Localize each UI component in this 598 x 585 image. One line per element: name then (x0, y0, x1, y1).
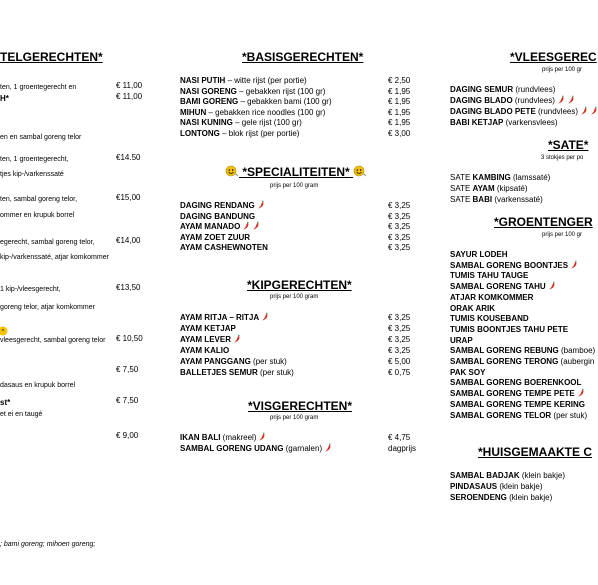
item-name: TUMIS KOUSEBAND (450, 314, 529, 324)
vis-sub: prijs per 100 gram (270, 415, 319, 421)
left-item-text: st* (0, 398, 11, 407)
item-name: PINDASAUS (450, 482, 498, 491)
left-item-text: egerecht, sambal goreng telor, (0, 239, 95, 246)
specialiteit-item (180, 242, 268, 253)
chili-icon (233, 334, 241, 346)
item-name: DAGING BLADO PETE (450, 107, 536, 117)
item-name: NASI PUTIH (180, 76, 226, 85)
vis-item-price: dagprijs (388, 444, 417, 453)
item-name: AYAM ZOET ZUUR (180, 232, 251, 242)
left-item-price: € 7,50 (116, 365, 139, 374)
item-description: – gele rijst (100 gr) (232, 118, 302, 127)
groente-heading: *GROENTENGER (494, 215, 593, 229)
groente-item (450, 281, 556, 292)
item-description: – gebakken rice noodles (100 gr) (206, 107, 326, 117)
sate-prefix: SATE (450, 173, 473, 182)
kip-item-price: € 3,25 (388, 324, 411, 333)
basis-item-price: € 1,95 (388, 97, 411, 106)
chili-icon (590, 106, 598, 118)
item-description: (makreel) (220, 433, 257, 443)
item-name: DAGING SEMUR (450, 85, 514, 94)
kip-item-price: € 5,00 (388, 357, 411, 366)
item-name: BABI (472, 195, 493, 204)
chili-icon (580, 106, 588, 118)
item-name: AYAM RITJA – RITJA (180, 313, 260, 323)
item-description: – gebakken bami (100 gr) (238, 97, 332, 106)
groente-item (450, 270, 528, 281)
kip-item (180, 367, 294, 378)
item-name: AYAM CASHEWNOTEN (180, 243, 268, 252)
kip-item-price: € 3,25 (388, 346, 411, 355)
item-name: AYAM (472, 184, 495, 193)
left-item-price: € 9,00 (116, 431, 139, 440)
vlees-heading: *VLEESGEREC (510, 50, 597, 64)
item-description: – blok rijst (per portie) (219, 128, 300, 138)
item-name: AYAM PANGGANG (180, 357, 251, 366)
kip-sub: prijs per 100 gram (270, 294, 319, 300)
kip-item-price: € 3,25 (388, 313, 411, 322)
left-item-price: € 11,00 (116, 81, 143, 90)
groente-item (450, 335, 473, 346)
left-item-text: ten, sambal goreng telor, (0, 196, 78, 203)
item-name: SAMBAL GORENG BOONTJES (450, 260, 569, 270)
heading-star: * (98, 50, 103, 64)
vlees-sub: prijs per 100 gr (542, 67, 583, 73)
item-name: DAGING BANDUNG (180, 211, 256, 221)
basis-item-price: € 1,95 (388, 118, 411, 127)
chili-icon (261, 312, 269, 324)
kip-item (180, 356, 287, 367)
left-item-text: ten, 1 groentegerecht en (0, 84, 77, 91)
vlees-item (450, 117, 558, 128)
left-item-text: dasaus en krupuk borrel (0, 382, 76, 389)
kip-heading: *KIPGERECHTEN* (247, 278, 352, 292)
item-description: (varkenssaté) (492, 195, 543, 204)
left-item-price: € 10,50 (116, 334, 143, 343)
left-item-price: € 7,50 (116, 396, 139, 405)
item-name: AYAM KALIO (180, 346, 230, 355)
item-description: (klein bakje) (506, 493, 553, 502)
specialiteit-item (180, 200, 265, 211)
item-name: BALLETJES SEMUR (180, 368, 258, 377)
left-item-text: tjes kip-/varkenssaté (0, 171, 64, 178)
item-name: SAMBAL GORENG TEMPE KERING (450, 399, 585, 409)
groente-item (450, 377, 581, 388)
item-name: AYAM MANADO (180, 222, 241, 232)
specialiteiten-heading: *SPECIALITEITEN* (242, 165, 350, 179)
vlees-item (450, 106, 598, 117)
basis-item (180, 96, 332, 107)
chili-icon (252, 221, 260, 233)
left-item-text: en en sambal goreng telor (0, 134, 82, 141)
basis-item (180, 117, 302, 128)
smiley-icon (225, 165, 239, 180)
vis-heading: *VISGERECHTEN* (248, 399, 353, 413)
item-description: (klein bakje) (519, 471, 565, 480)
sate-item (450, 194, 543, 205)
item-description: (per stuk) (257, 368, 294, 377)
left-item-price: €15,00 (116, 193, 141, 202)
left-item-text: goreng telor, atjar komkommer (0, 304, 95, 311)
kip-item (180, 334, 241, 345)
basis-item (180, 75, 307, 86)
vlees-item (450, 84, 555, 95)
item-name: SAMBAL GORENG UDANG (180, 444, 284, 454)
item-name: DAGING BLADO (450, 96, 513, 106)
groente-item (450, 388, 585, 399)
item-name: TUMIS BOONTJES TAHU PETE (450, 324, 569, 334)
item-description: (rundvlees) (512, 96, 555, 106)
left-item-text: vleesgerecht, sambal goreng telor (0, 337, 106, 344)
kip-item (180, 323, 236, 334)
sate-sub: 3 stokjes per po (541, 155, 584, 161)
left-item-text: 1 kip-/vleesgerecht, (0, 286, 61, 293)
basis-heading: *BASISGERECHTEN* (242, 50, 364, 64)
groente-item (450, 367, 485, 378)
specialiteit-item-price: € 3,25 (388, 222, 411, 231)
basis-item (180, 128, 299, 139)
groente-item (450, 249, 508, 260)
left-item-price: €14,00 (116, 236, 141, 245)
item-name: TUMIS TAHU TAUGE (450, 271, 529, 281)
vis-item (180, 432, 266, 443)
item-name: SAYUR LODEH (450, 250, 508, 259)
kip-item (180, 312, 269, 323)
left-item-text: ten, 1 groentegerecht, (0, 156, 69, 163)
left-item-text: H* (0, 94, 9, 103)
basis-item (180, 86, 325, 97)
huis-item (450, 470, 565, 481)
item-description: (per stuk) (250, 357, 287, 366)
chili-icon (570, 260, 578, 272)
sate-item (450, 183, 528, 194)
item-description: – gebakken rijst (100 gr) (236, 86, 326, 96)
left-heading-text: TELGERECHTEN (0, 50, 99, 64)
left-item-price: €14.50 (116, 153, 141, 162)
item-name: SAMBAL GORENG TERONG (450, 357, 559, 366)
left-item-price: €13,50 (116, 283, 141, 292)
groente-item (450, 303, 495, 314)
specialiteit-item-price: € 3,25 (388, 243, 411, 252)
item-description: (rundvlees) (513, 85, 556, 94)
groente-item (450, 356, 594, 367)
sate-prefix: SATE (450, 195, 473, 204)
specialiteit-item-price: € 3,25 (388, 211, 411, 221)
smiley-icon (0, 326, 10, 338)
item-name: IKAN BALI (180, 433, 221, 443)
item-name: AYAM LEVER (180, 335, 231, 345)
groente-item (450, 292, 533, 303)
basis-item (180, 107, 325, 118)
chili-icon (548, 281, 556, 293)
left-item-price: € 11,00 (116, 92, 143, 101)
item-name: URAP (450, 335, 473, 345)
basis-item-price: € 1,95 (388, 107, 411, 117)
sate-item (450, 172, 550, 183)
item-description: (lamssaté) (510, 173, 551, 182)
specialiteiten-sub: prijs per 100 gram (270, 183, 319, 189)
groente-item (450, 313, 529, 324)
item-name: BAMI GORENG (180, 97, 239, 106)
item-description: (bamboe) (558, 346, 596, 356)
item-name: NASI KUNING (180, 118, 233, 127)
kip-item-price: € 3,25 (388, 335, 411, 344)
left-section-heading (0, 50, 103, 64)
groente-sub: prijs per 100 gr (542, 232, 583, 238)
item-name: SAMBAL GORENG TELOR (450, 410, 552, 420)
groente-item (450, 399, 585, 410)
huis-heading: *HUISGEMAAKTE C (478, 445, 593, 459)
item-name: SAMBAL GORENG REBUNG (450, 346, 559, 356)
basis-item-price: € 3,00 (388, 128, 411, 138)
sate-prefix: SATE (450, 184, 473, 193)
item-description: (varkensvlees) (503, 118, 558, 127)
specialiteiten-heading-wrap (225, 165, 367, 180)
item-name: ATJAR KOMKOMMER (450, 292, 534, 302)
item-name: NASI GORENG (180, 86, 237, 96)
item-name: AYAM KETJAP (180, 324, 236, 333)
kip-item (180, 345, 229, 356)
item-name: PAK SOY (450, 367, 486, 377)
item-name: DAGING RENDANG (180, 201, 255, 211)
item-description: (kipsaté) (494, 184, 528, 193)
item-description: (garnalen) (283, 444, 323, 454)
sate-heading: *SATE* (548, 138, 589, 152)
chili-icon (257, 200, 265, 212)
groente-item (450, 410, 587, 421)
item-name: BABI KETJAP (450, 118, 504, 127)
item-name: MIHUN (180, 107, 207, 117)
groente-item (450, 260, 578, 271)
left-item-text: ommer en krupuk borrel (0, 212, 75, 219)
specialiteit-item-price: € 3,25 (388, 201, 411, 210)
item-name: SAMBAL GORENG TAHU (450, 282, 546, 292)
item-description: (aubergin (558, 357, 595, 366)
item-description: (rundvlees) (535, 107, 579, 117)
item-name: KAMBING (472, 173, 511, 182)
vis-item (180, 443, 332, 454)
huis-item (450, 481, 542, 492)
item-name: ORAK ARIK (450, 303, 496, 313)
item-name: SEROENDENG (450, 493, 507, 502)
item-description: – witte rijst (per portie) (225, 76, 307, 85)
huis-item (450, 492, 552, 503)
kip-item-price: € 0,75 (388, 368, 411, 377)
item-name: SAMBAL BADJAK (450, 471, 520, 480)
chili-icon (324, 443, 332, 455)
left-item-text: kip-/varkenssaté, atjar komkommer (0, 254, 109, 261)
left-item-text: et ei en taugé (0, 411, 43, 418)
basis-item-price: € 1,95 (388, 86, 411, 96)
item-name: LONTONG (180, 128, 220, 138)
left-footnote: ; bami goreng; mihoen goreng; (0, 541, 96, 548)
specialiteit-item-price: € 3,25 (388, 232, 411, 242)
specialiteit-item (180, 232, 250, 243)
vlees-item (450, 95, 575, 106)
specialiteit-item (180, 211, 255, 222)
vis-item-price: € 4,75 (388, 433, 411, 442)
item-name: SAMBAL GORENG BOERENKOOL (450, 378, 582, 388)
item-description: (klein bakje) (497, 482, 543, 491)
item-name: SAMBAL GORENG TEMPE PETE (450, 389, 575, 399)
basis-item-price: € 2,50 (388, 76, 411, 85)
groente-item (450, 324, 568, 335)
specialiteit-item (180, 221, 260, 232)
smiley-icon (353, 165, 367, 180)
item-description: (per stuk) (551, 410, 588, 420)
groente-item (450, 345, 595, 356)
